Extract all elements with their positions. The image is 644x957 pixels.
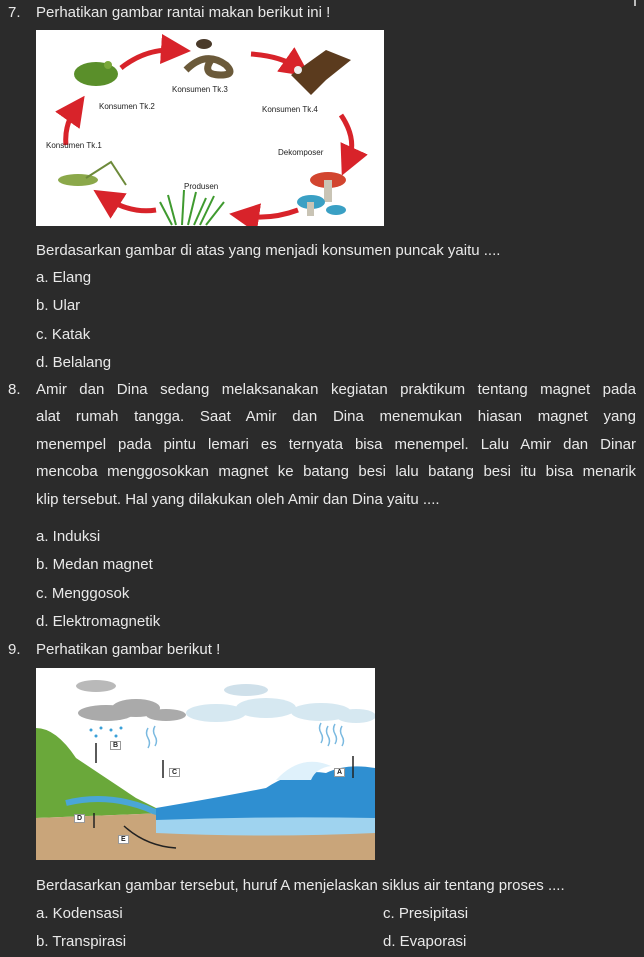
mushroom-icon [297,172,346,216]
q8-option-b[interactable]: b. Medan magnet [36,556,153,573]
label-producer: Produsen [184,182,219,191]
q8-line: klip tersebut. Hal yang dilakukan oleh Amir dan Dina yaitu .... [36,490,440,508]
arrow-decomposer-to-producer [244,210,298,217]
rain-cloud-icon [78,699,186,721]
label-tk1: Konsumen Tk.1 [46,141,102,150]
q7-option-c[interactable]: c. Katak [36,326,91,343]
q8-option-a[interactable]: a. Induksi [36,528,101,545]
food-chain-illustration [36,30,384,226]
label-b: B [110,741,121,750]
label-c: C [169,768,180,777]
q8-line: alat rumah tangga. Saat Amir dan Dina menemukan hiasan magnet yang [36,408,636,426]
q7-option-b[interactable]: b. Ular [36,297,81,314]
grasshopper-icon [58,174,98,186]
arrow-snake-to-eagle [251,54,298,68]
q8-option-d[interactable]: d. Elektromagnetik [36,613,161,630]
arrow-eagle-to-decomposer [341,115,352,162]
q8-number: 8. [8,381,21,398]
q8-paragraph [36,376,636,513]
q7-question: Berdasarkan gambar di atas yang menjadi konsumen puncak yaitu .... [36,242,501,259]
evaporation-icon [147,723,344,748]
q7-option-a[interactable]: a. Elang [36,269,92,286]
q7-prompt: Perhatikan gambar rantai makan berikut ini ! [36,4,331,21]
label-a: A [334,768,345,777]
food-chain-diagram [36,30,384,226]
q9-number: 9. [8,641,21,658]
q9-option-a[interactable]: a. Kodensasi [36,905,123,922]
q8-line: menempel pada pintu lemari es ternyata bisa menempel. Lalu Amir dan Dinar [36,435,636,453]
water-cycle-illustration [36,668,375,860]
snake-icon [186,59,230,75]
arrow-grasshopper-to-frog [66,108,76,145]
label-decomposer: Dekomposer [278,148,324,157]
label-tk4: Konsumen Tk.4 [262,105,318,114]
arrow-producer-to-grasshopper [106,198,156,211]
arrow-frog-to-snake [121,50,176,68]
q8-option-c[interactable]: c. Menggosok [36,585,130,602]
rain-icon [90,727,123,738]
cloud-icon [224,684,268,696]
scroll-indicator [634,0,636,6]
q9-option-b[interactable]: b. Transpirasi [36,933,127,950]
q8-line: Amir dan Dina sedang melaksanakan kegiatan praktikum tentang magnet pada [36,381,636,398]
hill-icon [36,728,166,818]
q7-option-d[interactable]: d. Belalang [36,354,112,371]
water-cycle-diagram [36,668,375,860]
q8-line: mencoba menggosokkan magnet ke batang besi lalu batang besi itu bisa menarik [36,463,636,481]
q9-question: Berdasarkan gambar tersebut, huruf A menjelaskan siklus air tentang proses .... [36,877,565,894]
label-tk3: Konsumen Tk.3 [172,85,228,94]
label-d: D [74,814,85,823]
q9-prompt: Perhatikan gambar berikut ! [36,641,221,658]
grass-icon [160,190,224,225]
label-e: E [118,835,129,844]
q9-option-d[interactable]: d. Evaporasi [383,933,467,950]
q7-number: 7. [8,4,21,21]
cloud-icon [76,680,116,692]
label-tk2: Konsumen Tk.2 [99,102,155,111]
q9-option-c[interactable]: c. Presipitasi [383,905,469,922]
